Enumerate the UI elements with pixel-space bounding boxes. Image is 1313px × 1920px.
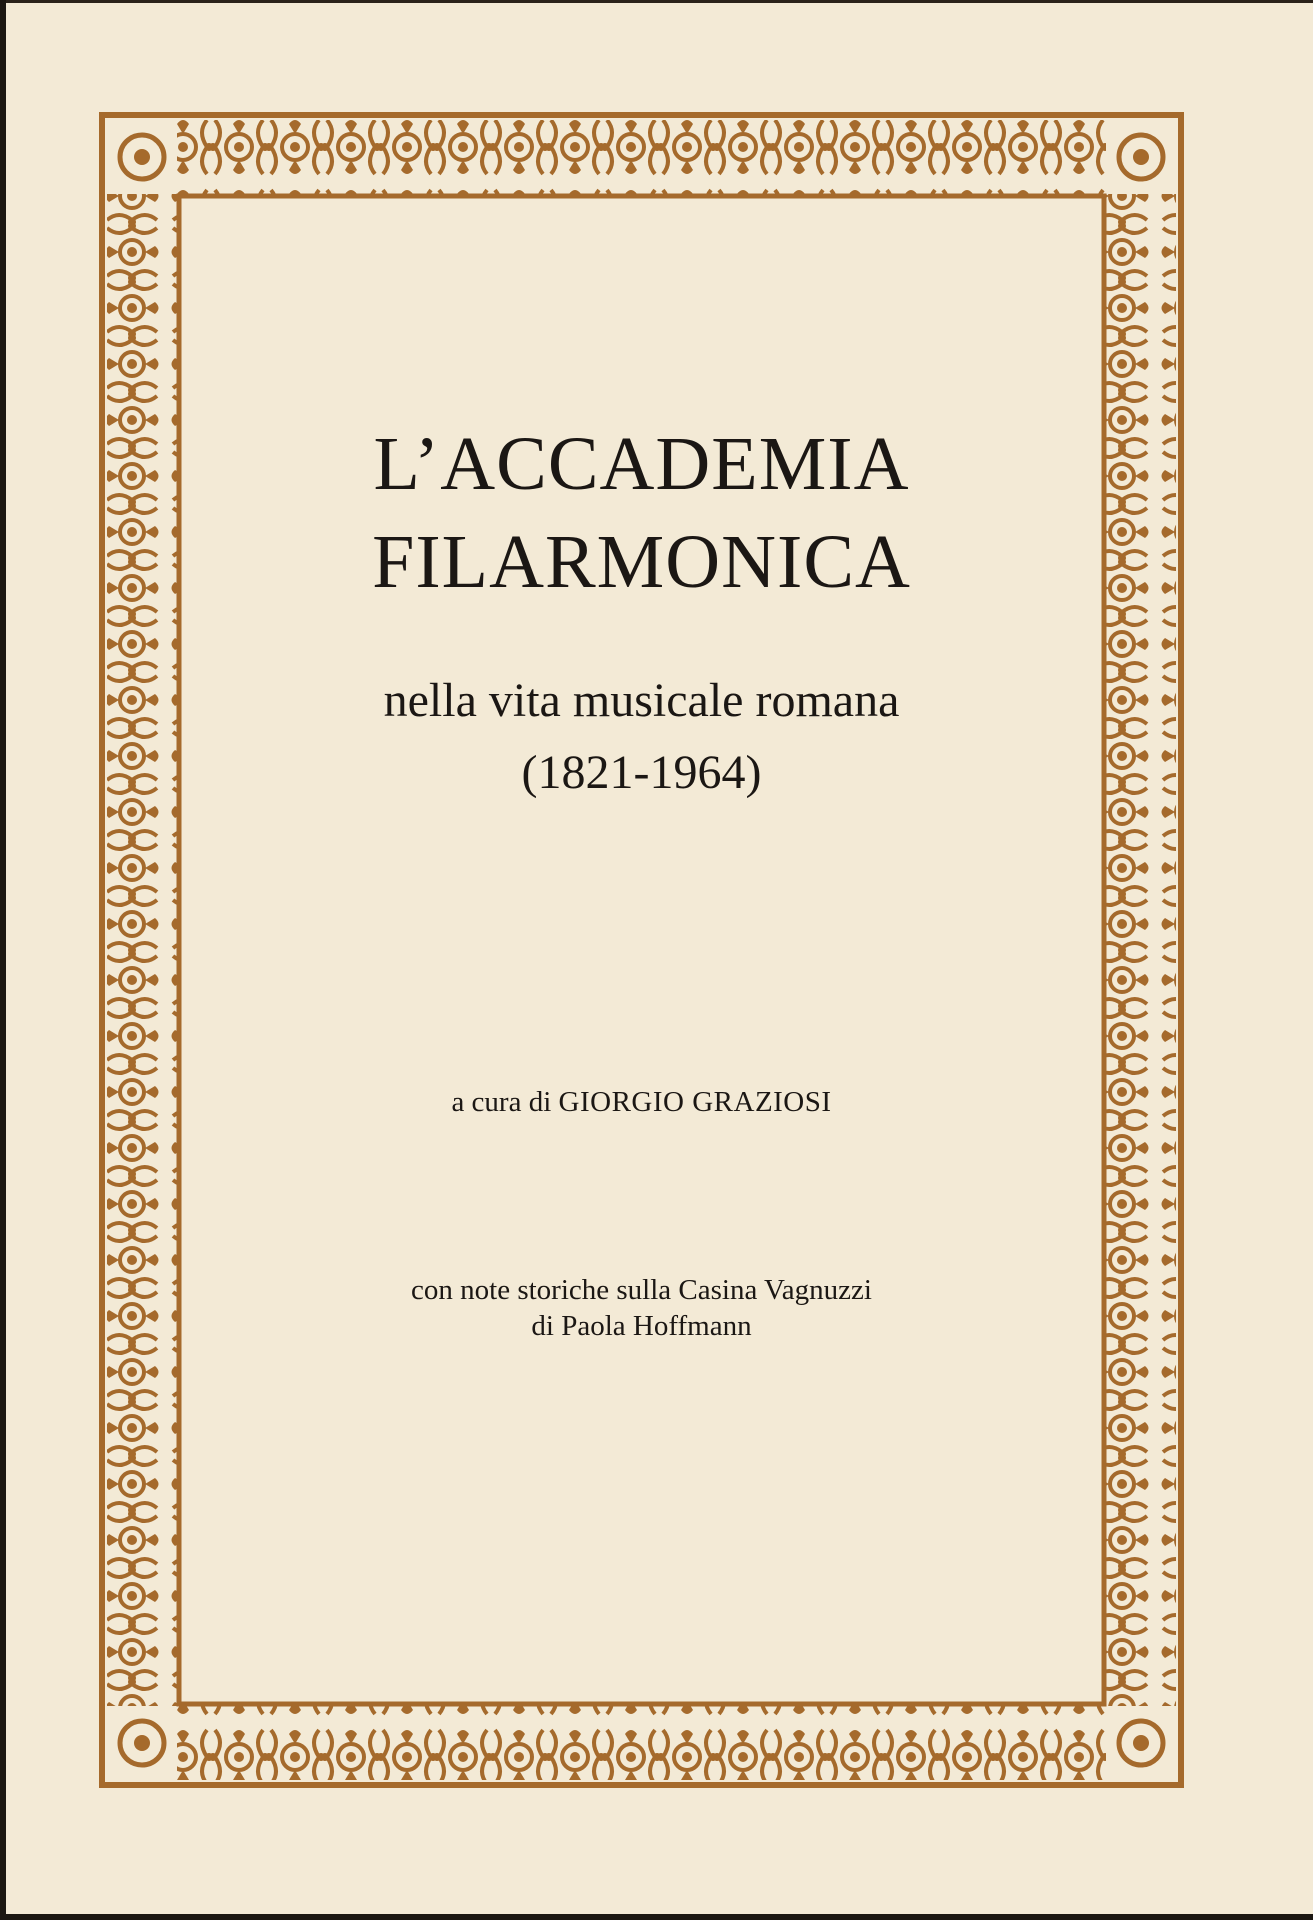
ornamental-frame <box>99 112 1184 1788</box>
frame-top-band <box>107 120 1176 194</box>
editor-prefix: a cura di <box>451 1086 552 1118</box>
page-edge-left <box>0 0 6 1920</box>
cover-title <box>200 415 1083 611</box>
editor-line <box>200 1084 1083 1120</box>
notes-line-2: di Paola Hoffmann <box>531 1310 752 1342</box>
subtitle-line-1: nella vita musicale romana <box>383 674 900 727</box>
cover-subtitle <box>200 665 1083 809</box>
title-line-2: FILARMONICA <box>372 520 911 604</box>
page-edge-bottom <box>0 1914 1313 1920</box>
frame-bottom-band <box>107 1706 1176 1780</box>
subtitle-dates: (1821-1964) <box>521 746 762 799</box>
editor-name: GIORGIO GRAZIOSI <box>558 1086 832 1118</box>
title-line-1: L’ACCADEMIA <box>373 422 910 506</box>
editor-credit <box>200 1084 1083 1120</box>
frame-right-band <box>1106 194 1176 1706</box>
notes-credit <box>200 1272 1083 1344</box>
notes-line-1: con note storiche sulla Casina Vagnuzzi <box>411 1274 872 1306</box>
page-edge-top <box>0 0 1313 3</box>
frame-left-band <box>107 194 177 1706</box>
